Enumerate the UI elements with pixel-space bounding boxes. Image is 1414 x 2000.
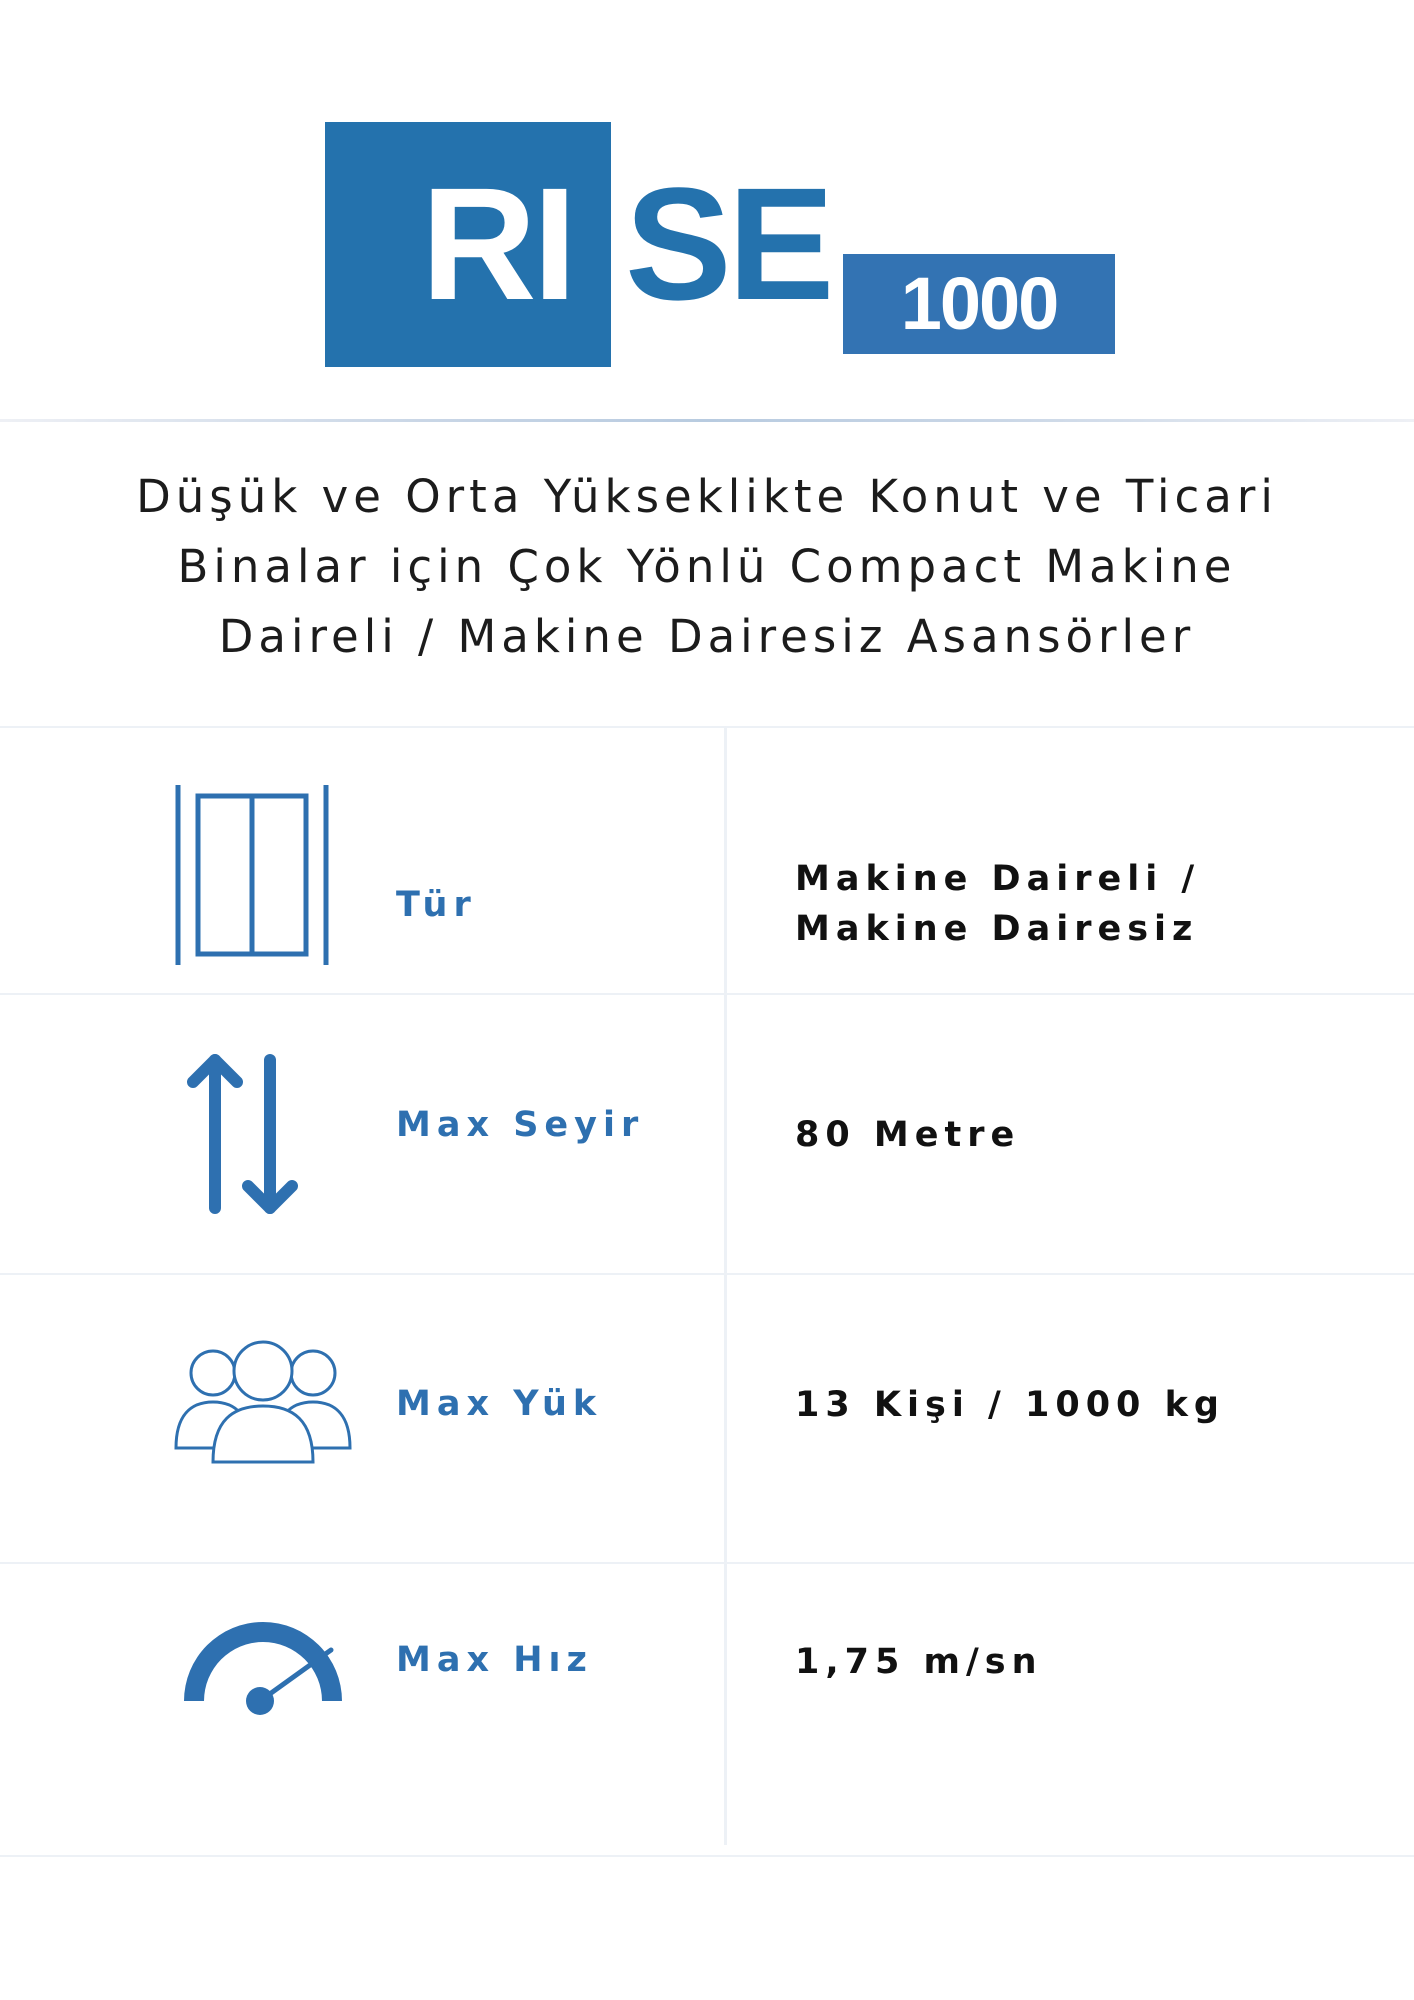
spec-value-type-line1: Makine Daireli /	[795, 859, 1201, 899]
spec-value-travel: 80 Metre	[795, 1115, 1021, 1155]
rise-1000-logo	[325, 122, 1115, 367]
spec-label-type: Tür	[396, 885, 477, 925]
product-description: Düşük ve Orta Yükseklikte Konut ve Ticari Binalar için Çok Yönlü Compact Makine Daireli / Makine Dairesiz Asansörler	[136, 470, 1278, 663]
spec-value-speed: 1,75 m/sn	[795, 1642, 1043, 1682]
spec-value-type-line2: Makine Dairesiz	[795, 909, 1199, 949]
row-divider-3	[0, 1562, 1414, 1564]
elevator-door-icon	[172, 783, 332, 967]
logo-text-ri: RI	[421, 154, 573, 333]
logo-badge-model: 1000	[843, 254, 1115, 354]
spec-value-load: 13 Kişi / 1000 kg	[795, 1385, 1225, 1425]
spec-label-load: Max Yük	[396, 1384, 603, 1424]
row-divider-2	[0, 1273, 1414, 1275]
table-column-divider	[724, 728, 727, 1845]
table-top-divider	[0, 726, 1414, 728]
logo-text-se: SE	[625, 154, 831, 333]
up-down-arrows-icon	[185, 1050, 300, 1220]
people-group-icon	[173, 1340, 353, 1465]
speedometer-icon	[178, 1617, 348, 1727]
spec-label-speed: Max Hız	[396, 1640, 593, 1680]
spec-label-travel: Max Seyir	[396, 1105, 645, 1145]
table-bottom-divider	[0, 1855, 1414, 1857]
row-divider-1	[0, 993, 1414, 995]
header-divider	[0, 419, 1414, 422]
